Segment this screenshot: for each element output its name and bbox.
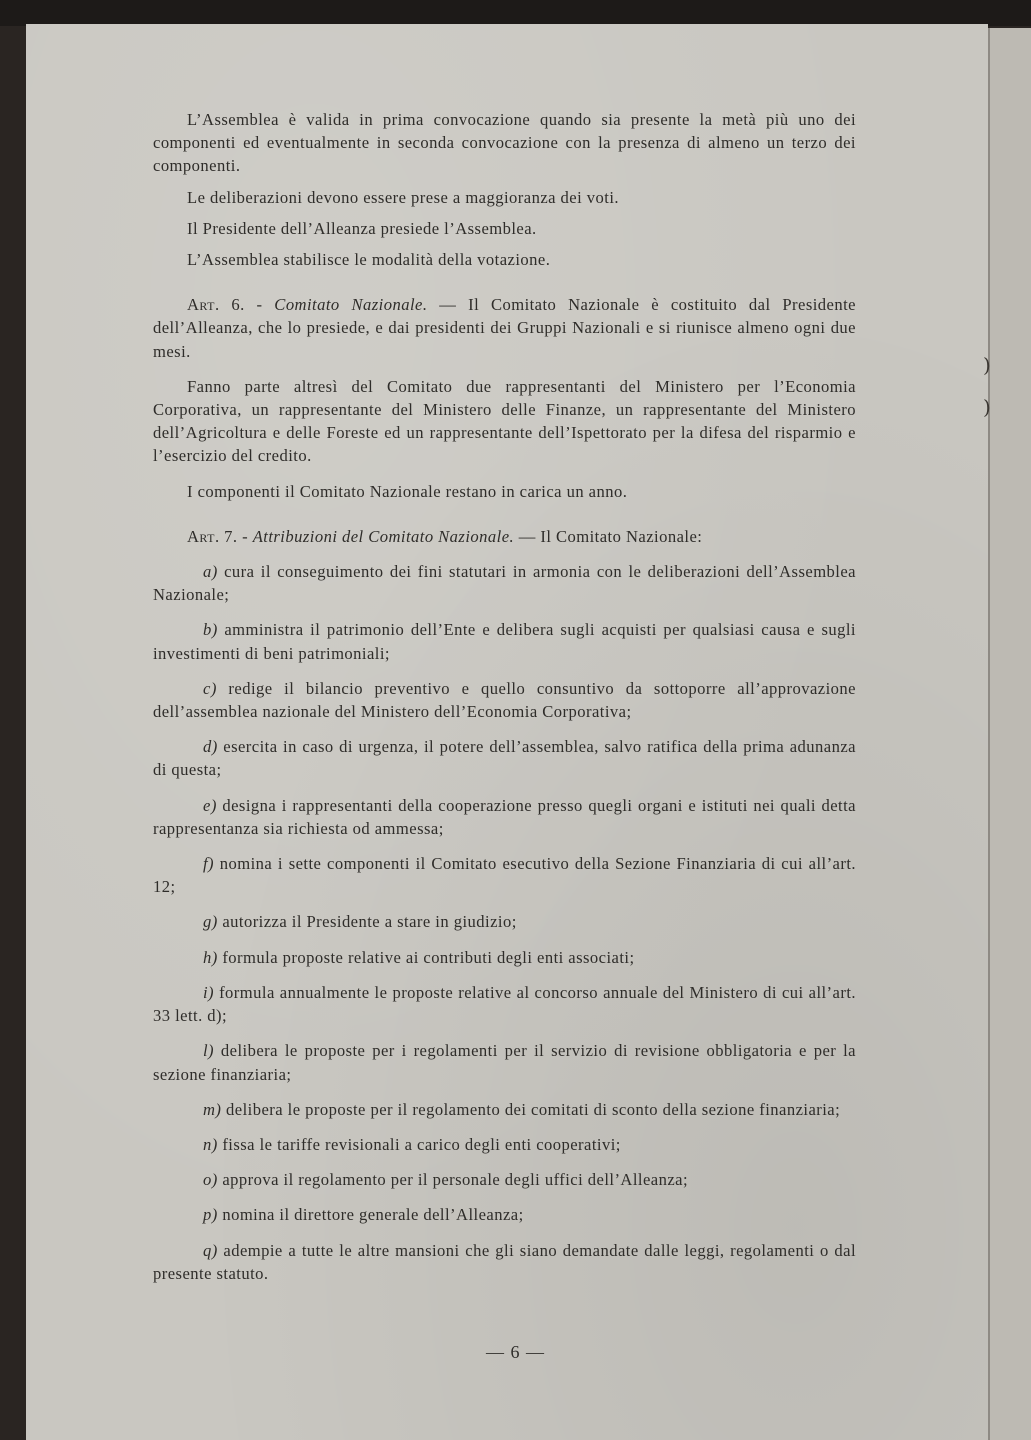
item-letter: a)	[203, 562, 218, 582]
article-6-term: I componenti il Comitato Nazionale restano in carica un anno.	[187, 481, 628, 501]
article-6-label: Art. 6.	[187, 295, 245, 315]
item-text: cura il conseguimento dei fini statutari in armonia con le deliberazioni dell’Assemblea Nazionale;	[153, 562, 856, 605]
item-letter: f)	[203, 854, 215, 874]
list-item	[153, 1098, 856, 1121]
margin-mark-lower: )	[983, 395, 991, 419]
item-letter: g)	[203, 912, 218, 932]
item-letter: m)	[203, 1099, 222, 1119]
item-text: approva il regolamento per il personale degli uffici dell’Alleanza;	[217, 1170, 689, 1190]
article-7-separator: -	[237, 526, 253, 546]
item-letter: e)	[203, 795, 217, 815]
article-7-body: — Il Comitato Nazionale:	[514, 526, 703, 546]
list-item	[153, 852, 856, 898]
list-item	[153, 560, 856, 606]
item-text: esercita in caso di urgenza, il potere dell’assemblea, salvo ratifica della prima adunanza di questa;	[153, 737, 856, 780]
list-item	[153, 1239, 856, 1285]
item-text: designa i rappresentanti della cooperazione presso quegli organi e istituti nei quali detta rappresentanza sia richiesta od ammessa;	[153, 795, 856, 838]
article-6-paragraph	[153, 293, 856, 363]
item-text: delibera le proposte per il regolamento dei comitati di sconto della sezione finanziaria;	[221, 1099, 841, 1119]
item-letter: b)	[203, 620, 218, 640]
document-body	[153, 108, 856, 1285]
item-text: formula annualmente le proposte relative al concorso annuale del Ministero di cui all’art. 33 lett. d);	[153, 982, 856, 1026]
item-letter: d)	[203, 737, 218, 757]
page-number: — 6 —	[486, 1342, 545, 1362]
article-6-separator: -	[244, 295, 275, 315]
list-item	[153, 735, 856, 781]
item-text: formula proposte relative ai contributi degli enti associati;	[217, 947, 635, 967]
item-letter: h)	[203, 947, 218, 967]
item-text: fissa le tariffe revisionali a carico degli enti cooperativi;	[217, 1134, 621, 1154]
item-letter: i)	[203, 982, 215, 1002]
adjacent-page-edge	[988, 28, 1031, 1440]
paragraph-majority: Le deliberazioni devono essere prese a maggioranza dei voti.	[187, 187, 619, 207]
item-letter: p)	[203, 1205, 218, 1225]
paragraph-assembly-quorum: L’Assemblea è valida in prima convocazione quando sia presente la metà più uno dei componenti ed eventualmente in seconda convocazione con la presenza di almeno un terzo dei componenti.	[153, 110, 856, 176]
item-text: nomina i sette componenti il Comitato esecutivo della Sezione Finanziaria di cui all’art. 12;	[153, 854, 856, 897]
list-item	[153, 677, 856, 723]
paragraph-president: Il Presidente dell’Alleanza presiede l’Assemblea.	[187, 218, 537, 238]
item-text: adempie a tutte le altre mansioni che gli siano demandate dalle leggi, regolamenti o dal presente statuto.	[153, 1240, 856, 1283]
list-item	[153, 794, 856, 840]
item-text: delibera le proposte per i regolamenti per il servizio di revisione obbligatoria e per la sezione finanziaria;	[153, 1041, 856, 1084]
list-item	[153, 1039, 856, 1085]
list-item	[153, 618, 856, 664]
item-letter: c)	[203, 678, 217, 698]
article-7-paragraph	[153, 525, 856, 548]
item-letter: l)	[203, 1041, 215, 1061]
list-item	[153, 946, 856, 969]
item-text: redige il bilancio preventivo e quello consuntivo da sottoporre all’approvazione dell’assemblea nazionale del Ministero dell’Economia Corporativa;	[153, 678, 856, 722]
item-letter: o)	[203, 1170, 218, 1190]
item-letter: n)	[203, 1134, 218, 1154]
article-7-label: Art. 7.	[187, 526, 238, 546]
item-text: amministra il patrimonio dell’Ente e delibera sugli acquisti per qualsiasi causa e sugli investimenti di beni patrimoniali;	[153, 620, 856, 663]
list-item	[153, 981, 856, 1027]
item-text: autorizza il Presidente a stare in giudizio;	[217, 912, 517, 932]
paragraph-voting: L’Assemblea stabilisce le modalità della votazione.	[187, 250, 551, 270]
article-6-title: Comitato Nazionale.	[274, 295, 428, 315]
list-item	[153, 1133, 856, 1156]
list-item	[153, 1168, 856, 1191]
scan-top-border	[0, 0, 1031, 26]
item-letter: q)	[203, 1240, 218, 1260]
margin-mark-upper: )	[983, 353, 991, 377]
article-6-body: — Il Comitato Nazionale è costituito dal Presidente dell’Alleanza, che lo presiede, e dai presidenti dei Gruppi Nazionali e si riunisce almeno ogni due mesi.	[153, 295, 856, 361]
list-item	[153, 1203, 856, 1226]
list-item	[153, 910, 856, 933]
article-7-title: Attribuzioni del Comitato Nazionale.	[252, 526, 515, 546]
item-text: nomina il direttore generale dell’Alleanza;	[217, 1205, 524, 1225]
article-6-members: Fanno parte altresì del Comitato due rappresentanti del Ministero per l’Economia Corporativa, un rappresentante del Ministero delle Finanze, un rappresentante del Ministero dell’Agricoltura e delle Foreste ed un rappresentante dell’Ispettorato per la difesa del risparmio e l’esercizio del credito.	[153, 376, 856, 466]
